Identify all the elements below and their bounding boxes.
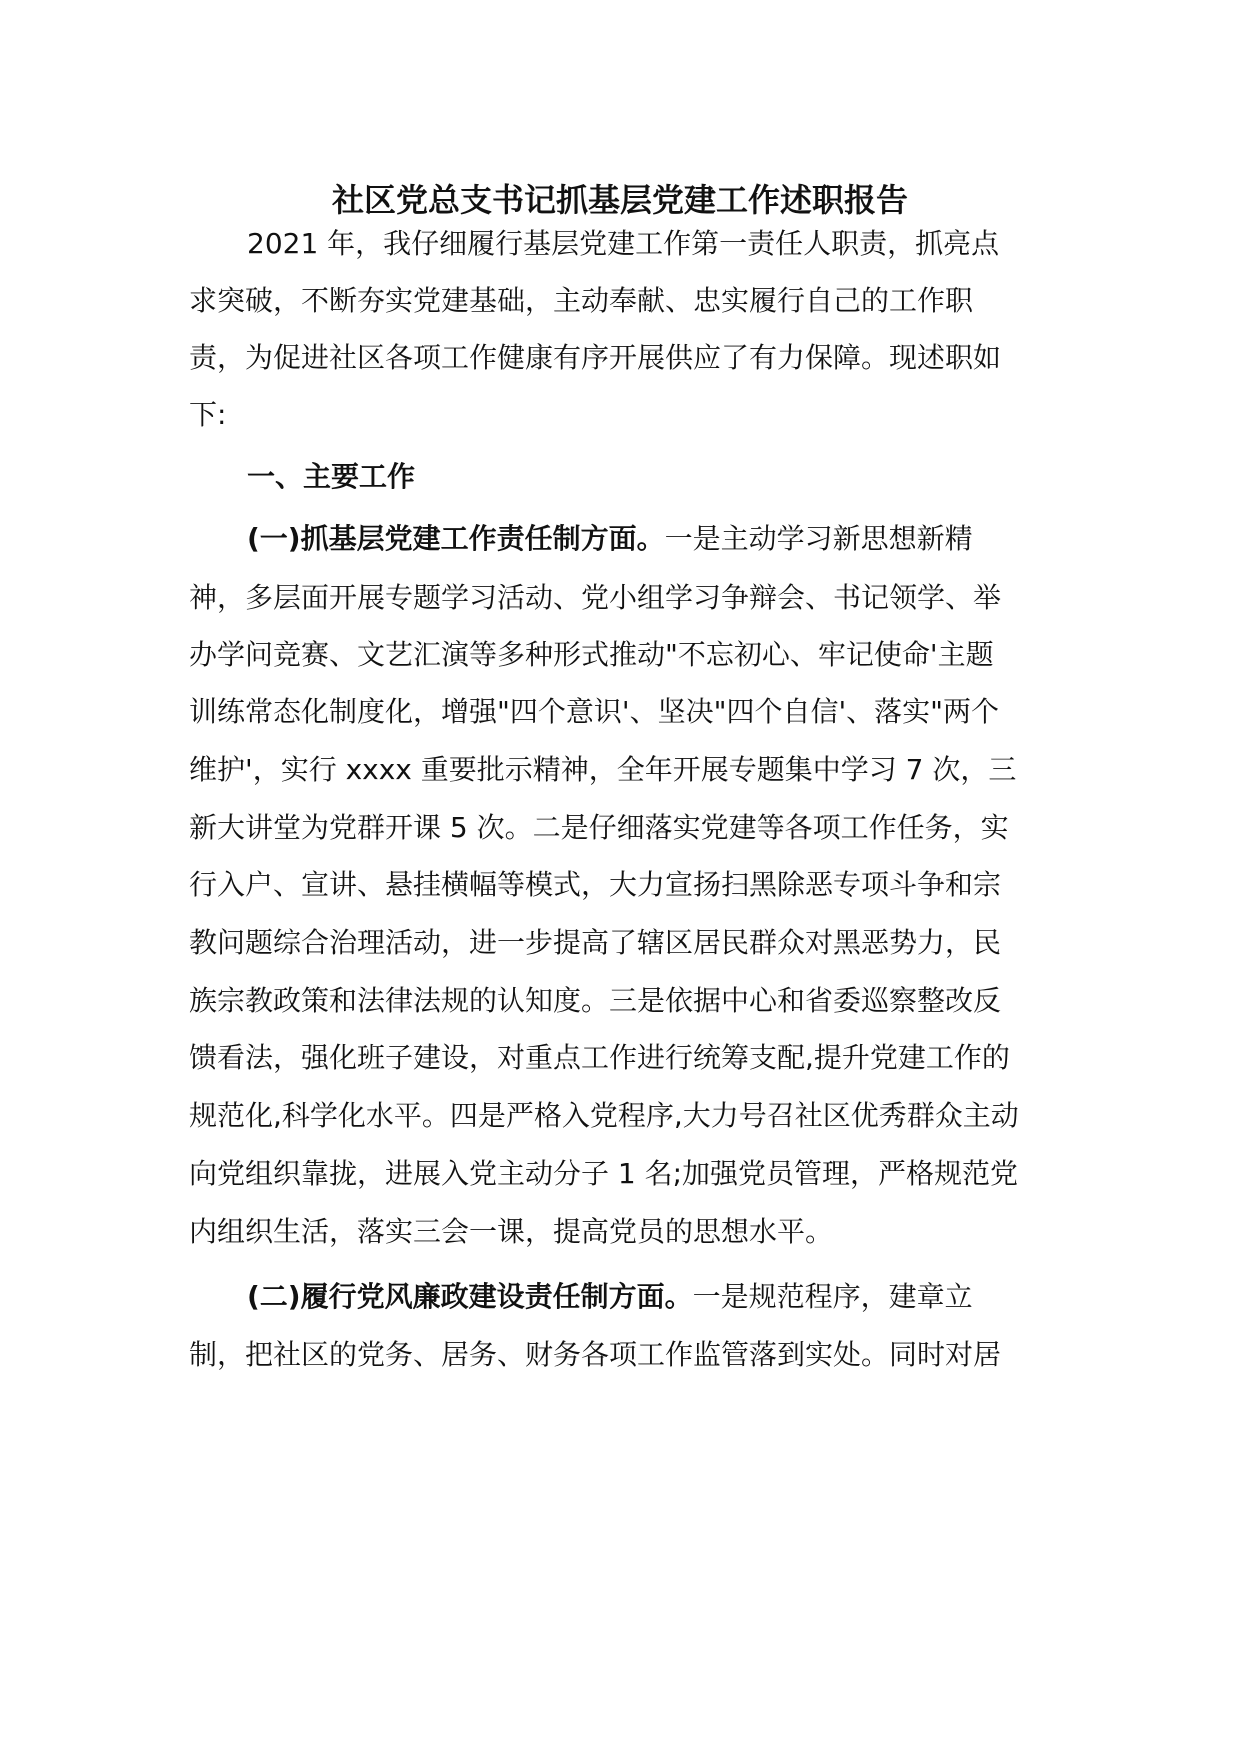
subsection-1-line: 族宗教政策和法律法规的认知度。三是依据中心和省委巡察整改反	[189, 984, 1002, 1017]
subsection-1-first-line-text: 一是主动学习新思想新精	[664, 522, 973, 555]
subsection-1-line: 行入户、宣讲、悬挂横幅等模式，大力宣扬扫黑除恶专项斗争和宗	[189, 868, 1002, 901]
subsection-1-line: 神，多层面开展专题学习活动、党小组学习争辩会、书记领学、举	[189, 581, 1002, 614]
subsection-1-line: 训练常态化制度化，增强"四个意识'、坚决"四个自信'、落实"两个	[189, 695, 1000, 728]
intro-line-4: 下:	[189, 398, 227, 431]
section-heading: 一、主要工作	[247, 460, 416, 493]
subsection-2-first-line-text: 一是规范程序，建章立	[692, 1280, 973, 1313]
intro-line-3: 责，为促进社区各项工作健康有序开展供应了有力保障。现述职如	[189, 341, 1002, 374]
subsection-2-line: 制，把社区的党务、居务、财务各项工作监管落到实处。同时对居	[189, 1338, 1002, 1371]
subsection-1-line: 馈看法，强化班子建设，对重点工作进行统筹支配,提升党建工作的	[189, 1041, 1010, 1074]
subsection-1-line: 办学问竞赛、文艺汇演等多种形式推动"不忘初心、牢记使命'主题	[189, 638, 994, 671]
subsection-1-line: 新大讲堂为党群开课 5 次。二是仔细落实党建等各项工作任务，实	[189, 811, 1009, 844]
intro-line-2: 求突破，不断夯实党建基础，主动奉献、忠实履行自己的工作职	[189, 284, 974, 317]
document-title: 社区党总支书记抓基层党建工作述职报告	[331, 181, 908, 219]
subsection-1-line: 维护'，实行 xxxx 重要批示精神，全年开展专题集中学习 7 次，三	[189, 753, 1017, 786]
subsection-1-line: 规范化,科学化水平。四是严格入党程序,大力号召社区优秀群众主动	[189, 1099, 1019, 1132]
subsection-1-line: 内组织生活，落实三会一课，提高党员的思想水平。	[189, 1215, 834, 1248]
subsection-2-heading: (二)履行党风廉政建设责任制方面。	[247, 1280, 693, 1313]
subsection-1-line: 教问题综合治理活动，进一步提高了辖区居民群众对黑恶势力，民	[189, 926, 1002, 959]
intro-line-1: 2021 年，我仔细履行基层党建工作第一责任人职责，抓亮点	[247, 227, 1000, 260]
subsection-2-first-line	[247, 1275, 973, 1319]
subsection-1-line: 向党组织靠拢，进展入党主动分子 1 名;加强党员管理，严格规范党	[189, 1157, 1019, 1190]
subsection-1-heading: (一)抓基层党建工作责任制方面。	[247, 522, 665, 555]
subsection-1-first-line	[247, 517, 973, 561]
